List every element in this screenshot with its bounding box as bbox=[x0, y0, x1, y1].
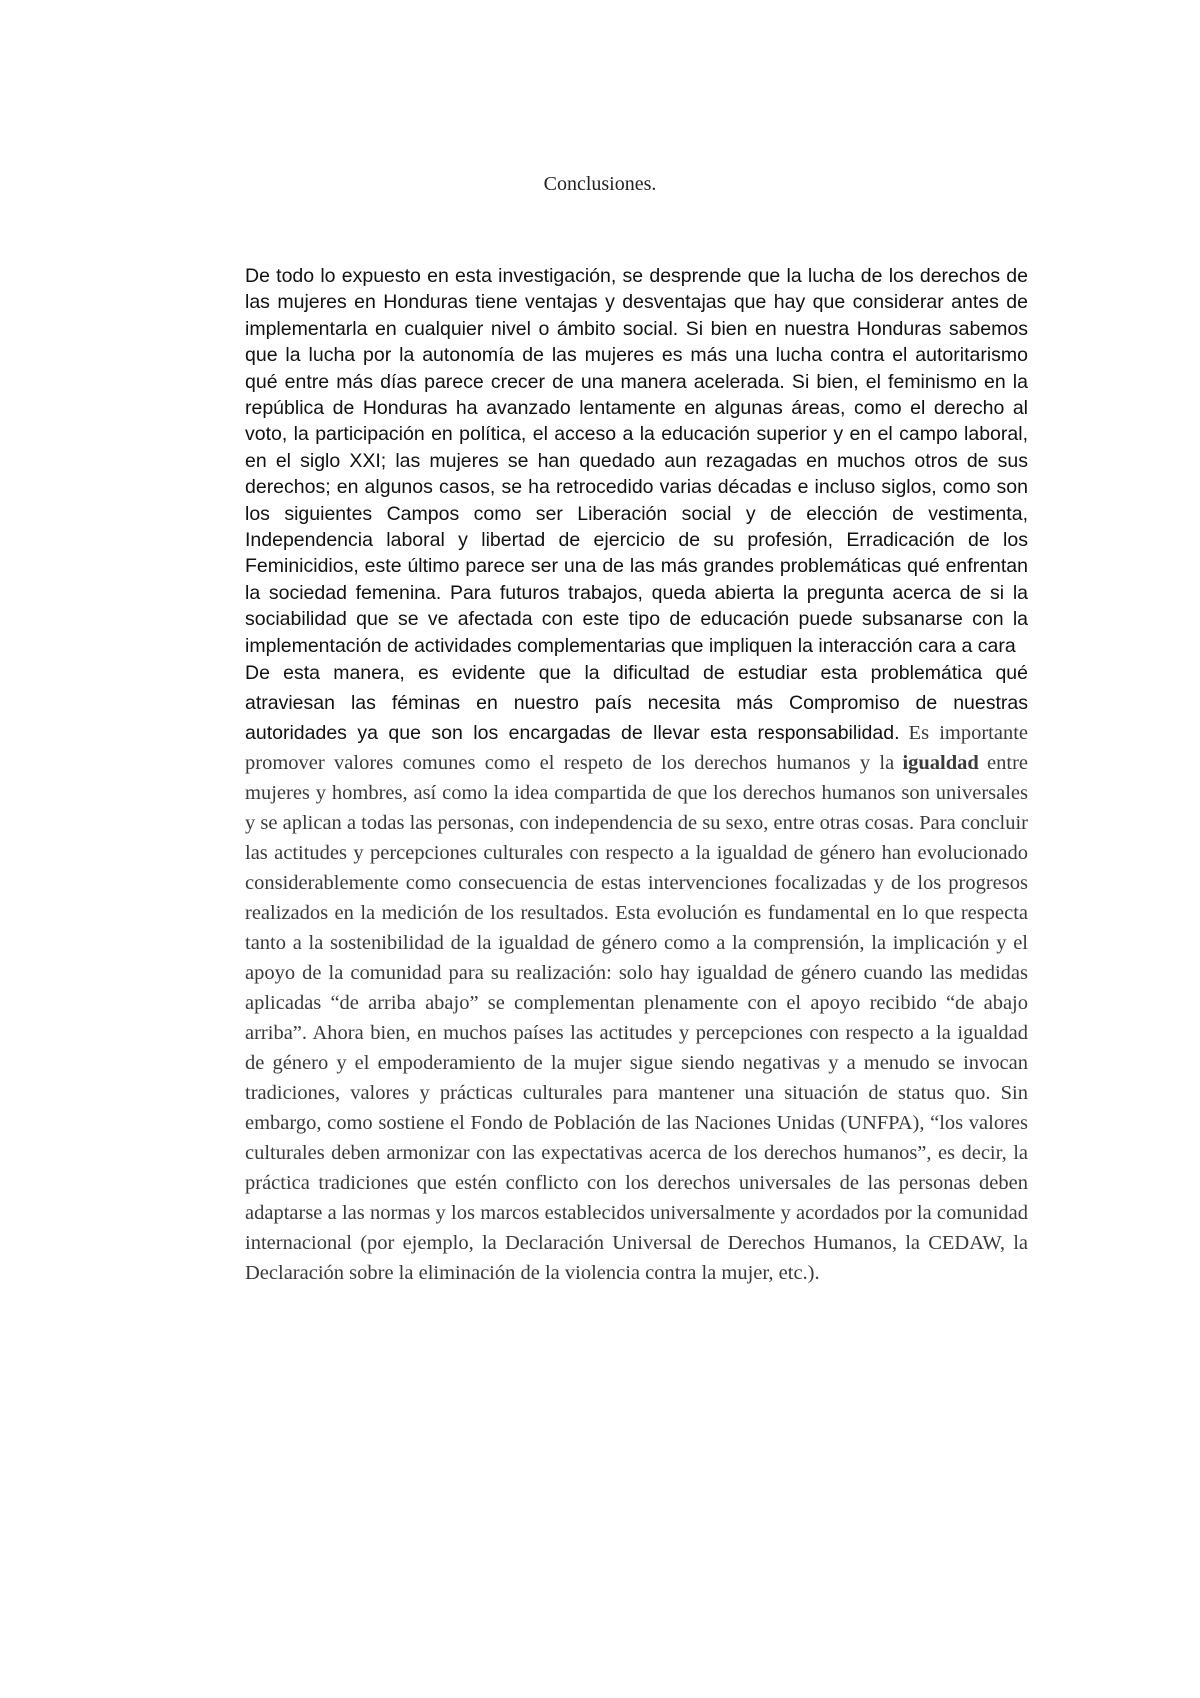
paragraph-2-serif-text-b: entre mujeres y hombres, así como la idea compartida de que los derechos humanos son universales y se aplican a todas las personas, con independencia de su sexo, entre otras cosas. Para concluir las actitudes y percepciones culturales con respecto a la igualdad de género han evolucionado considerablemente como consecuencia de estas intervenciones focalizadas y de los progresos realizados en la medición de los resultados. Esta evolución es fundamental en lo que respecta tanto a la sostenibilidad de la igualdad de género como a la comprensión, la implicación y el apoyo de la comunidad para su realización: solo hay igualdad de género cuando las medidas aplicadas “de arriba abajo” se complementan plenamente con el apoyo recibido “de abajo arriba”. Ahora bien, en muchos países las actitudes y percepciones con respecto a la igualdad de género y el empoderamiento de la mujer sigue siendo negativas y a menudo se invocan tradiciones, valores y prácticas culturales para mantener una situación de status quo. Sin embargo, como sostiene el Fondo de Población de las Naciones Unidas (UNFPA), “los valores culturales deben armonizar con las expectativas acerca de los derechos humanos”, es decir, la práctica tradiciones que estén conflicto con los derechos universales de las personas deben adaptarse a las normas y los marcos establecidos universalmente y acordados por la comunidad internacional (por ejemplo, la Declaración Universal de Derechos Humanos, la CEDAW, la Declaración sobre la eliminación de la violencia contra la mujer, etc.). bbox=[245, 752, 1029, 1285]
paragraph-2-serif-text-a: Es importante promover valores comunes como el respeto de los derechos humanos y la bbox=[245, 722, 1029, 775]
document-body bbox=[245, 263, 1028, 1289]
paragraph-2-sans-text: De esta manera, es evidente que la dificultad de estudiar esta problemática qué atraviesan las féminas en nuestro país necesita más Compromiso de nuestras autoridades ya que son los encargadas de llevar esta responsabilidad. bbox=[245, 662, 1028, 745]
paragraph-1: De todo lo expuesto en esta investigación, se desprende que la lucha de los derechos de las mujeres en Honduras tiene ventajas y desventajas que hay que considerar antes de implementarla en cualquier nivel o ámbito social. Si bien en nuestra Honduras sabemos que la lucha por la autonomía de las mujeres es más una lucha contra el autoritarismo qué entre más días parece crecer de una manera acelerada. Si bien, el feminismo en la república de Honduras ha avanzado lentamente en algunas áreas, como el derecho al voto, la participación en política, el acceso a la educación superior y en el campo laboral, en el siglo XXI; las mujeres se han quedado aun rezagadas en muchos otros de sus derechos; en algunos casos, se ha retrocedido varias décadas e incluso siglos, como son los siguientes Campos como ser Liberación social y de elección de vestimenta, Independencia laboral y libertad de ejercicio de su profesión, Erradicación de los Feminicidios, este último parece ser una de las más grandes problemáticas qué enfrentan la sociedad femenina. Para futuros trabajos, queda abierta la pregunta acerca de si la sociabilidad que se ve afectada con este tipo de educación puede subsanarse con la implementación de actividades complementarias que impliquen la interacción cara a cara bbox=[245, 265, 1028, 657]
paragraph-2-bold-text: igualdad bbox=[902, 752, 979, 775]
paragraph-2 bbox=[245, 659, 1028, 1289]
page-title: Conclusiones. bbox=[543, 173, 657, 195]
